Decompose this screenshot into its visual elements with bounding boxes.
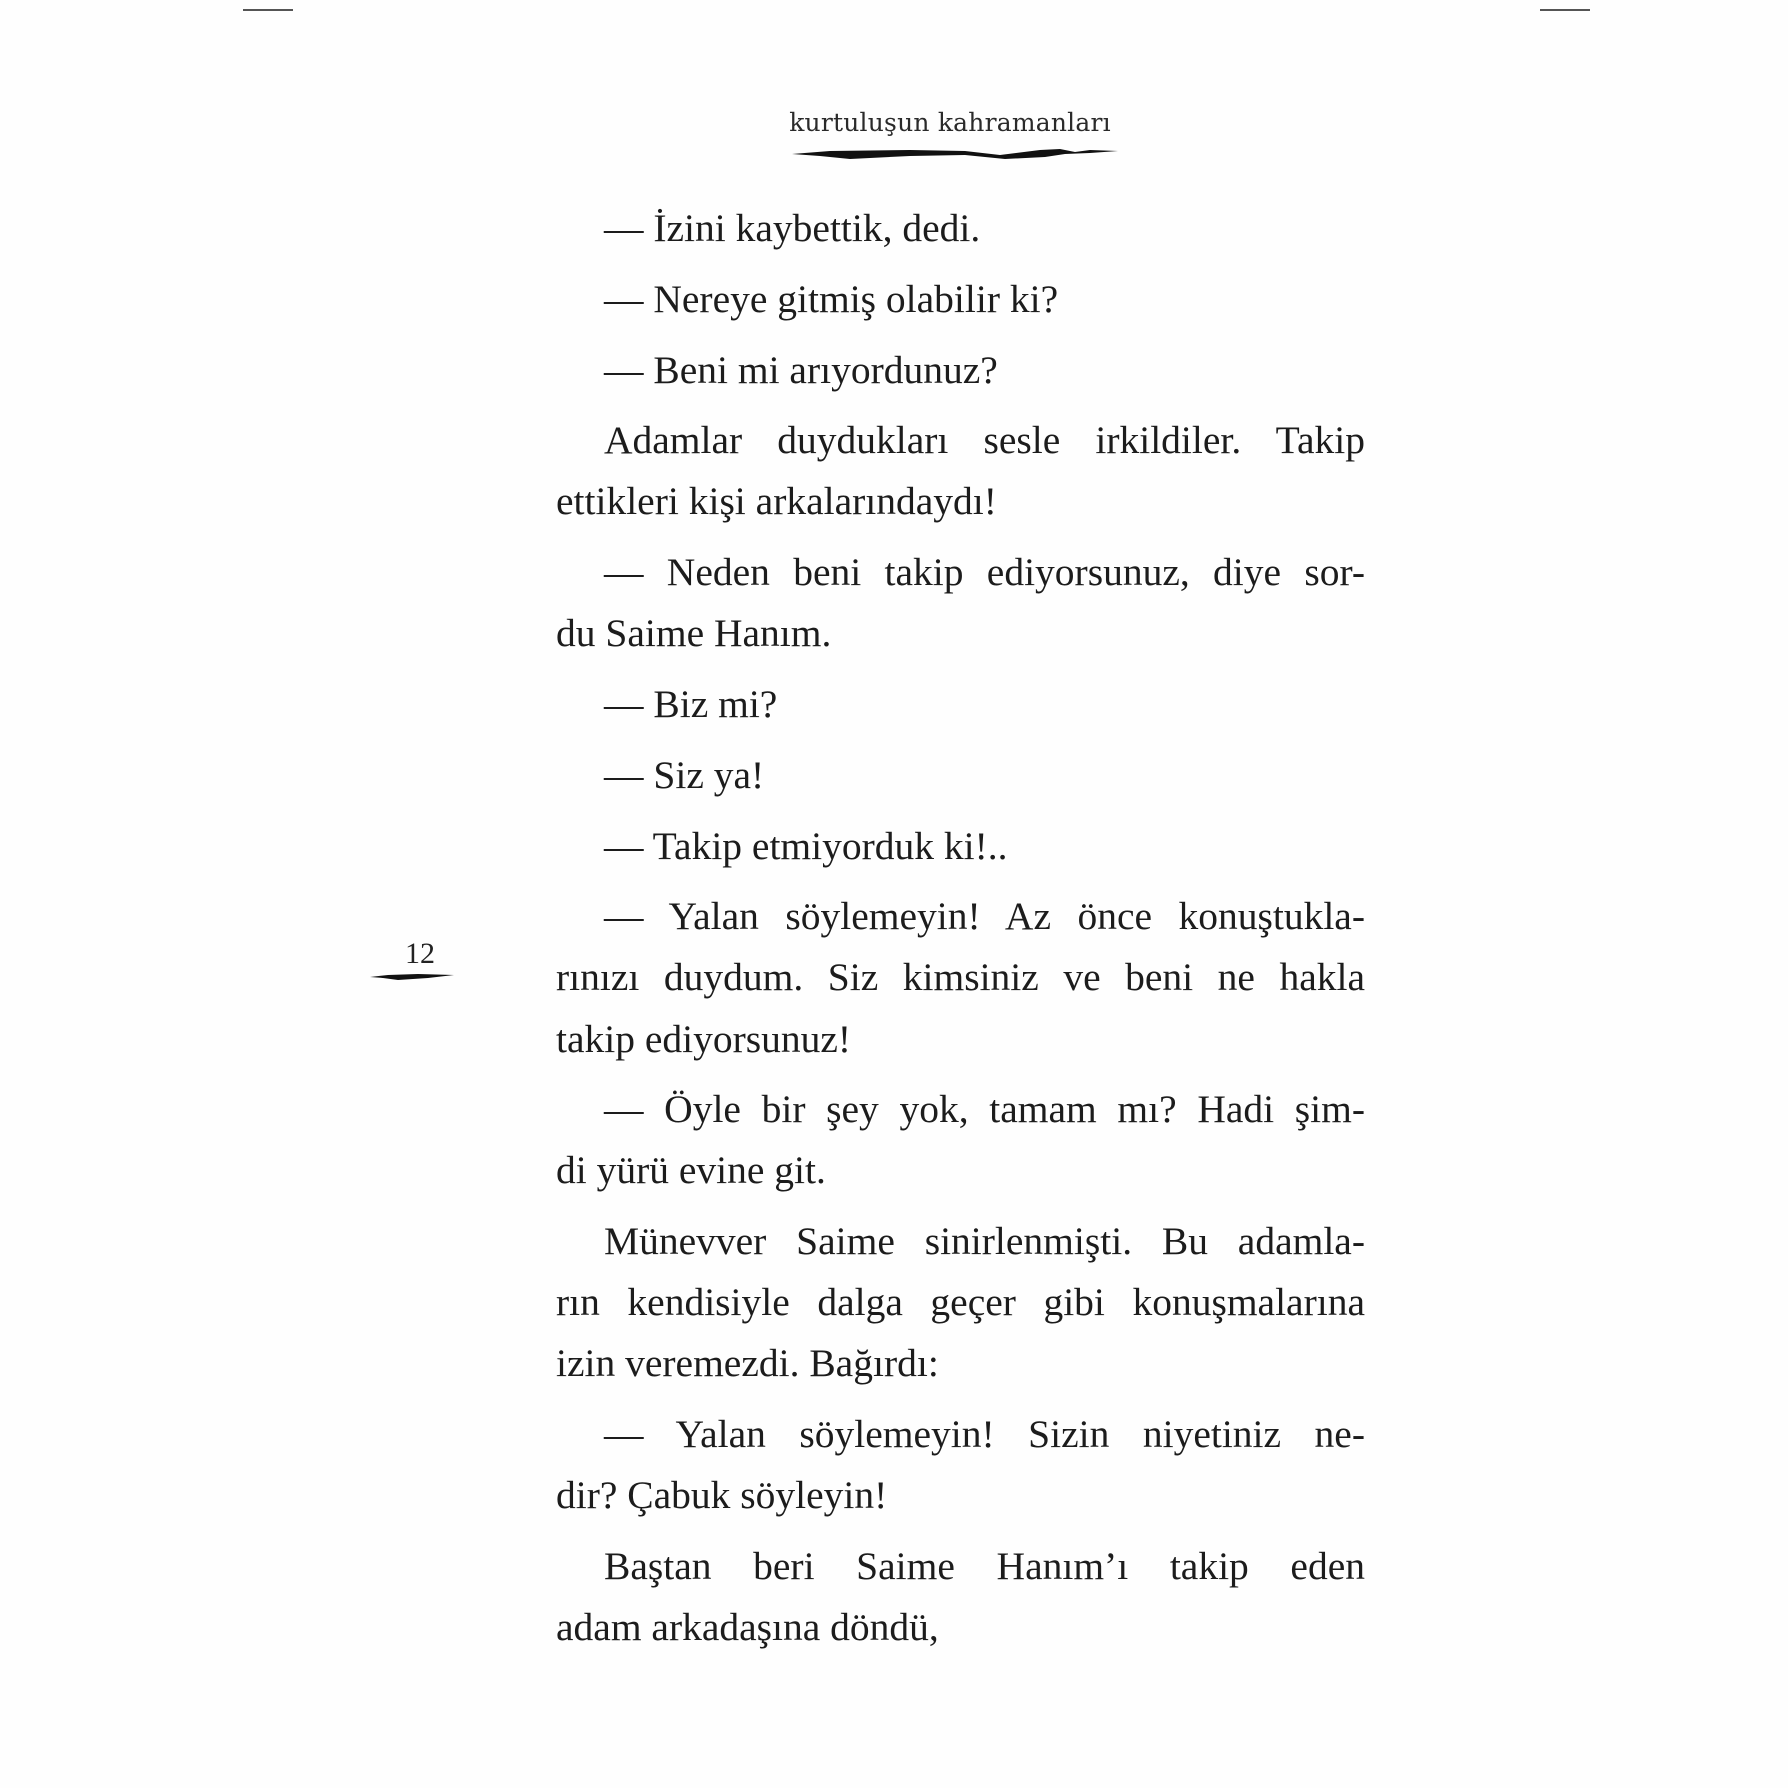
text-line: rınızı duydum. Siz kimsiniz ve beni ne hakla <box>556 955 1365 999</box>
text-line: takip ediyorsunuz! <box>556 1017 852 1061</box>
text-line: Baştan beri Saime Hanım’ı takip eden <box>604 1544 1365 1588</box>
text-line: rın kendisiyle dalga geçer gibi konuşmalarına <box>556 1280 1365 1324</box>
text-line: — Nereye gitmiş olabilir ki? <box>604 277 1059 321</box>
text-line: dir? Çabuk söyleyin! <box>556 1473 888 1517</box>
text-line: di yürü evine git. <box>556 1148 826 1192</box>
page-number: 12 <box>405 937 435 970</box>
text-line: Münevver Saime sinirlenmişti. Bu adamla- <box>604 1219 1365 1263</box>
text-line: — Siz ya! <box>604 753 765 797</box>
text-line: — İzini kaybettik, dedi. <box>604 206 981 250</box>
crop-mark-right <box>1540 9 1590 11</box>
text-line: — Beni mi arıyordunuz? <box>604 348 998 392</box>
text-line: — Öyle bir şey yok, tamam mı? Hadi şim- <box>604 1087 1365 1131</box>
text-line: Adamlar duydukları sesle irkildiler. Takip <box>604 418 1365 462</box>
text-line: — Yalan söylemeyin! Az önce konuştukla- <box>604 894 1365 938</box>
page-number-brush-stroke-ornament <box>368 970 456 984</box>
text-line: adam arkadaşına döndü, <box>556 1605 939 1649</box>
text-line: ettikleri kişi arkalarındaydı! <box>556 479 997 523</box>
text-line: izin veremezdi. Bağırdı: <box>556 1341 939 1385</box>
text-line: du Saime Hanım. <box>556 611 832 655</box>
running-head-title: kurtuluşun kahramanları <box>789 108 1111 137</box>
text-line: — Biz mi? <box>604 682 778 726</box>
header-brush-stroke-ornament <box>790 146 1120 166</box>
text-line: — Takip etmiyorduk ki!.. <box>604 824 1008 868</box>
text-line: — Yalan söylemeyin! Sizin niyetiniz ne- <box>604 1412 1365 1456</box>
crop-mark-left <box>243 9 293 11</box>
text-line: — Neden beni takip ediyorsunuz, diye sor- <box>604 550 1365 594</box>
